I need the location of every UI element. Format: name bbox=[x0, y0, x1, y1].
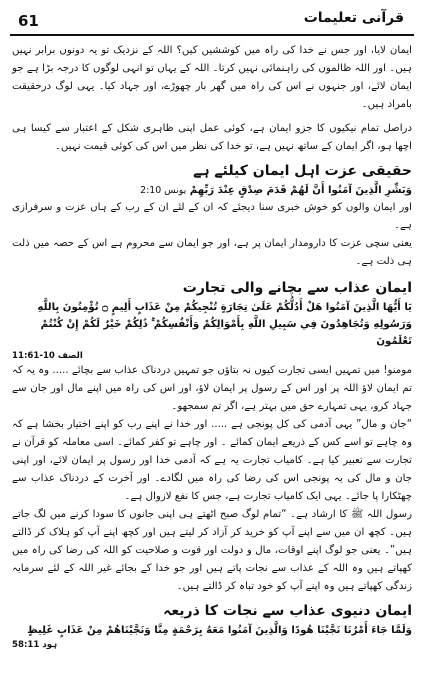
page-number: 61 bbox=[18, 12, 39, 30]
page-body bbox=[12, 40, 412, 651]
section-heading-honor: حقیقی عزت اہل ایمان کیلئے ہے bbox=[193, 163, 412, 179]
trade-paragraph-1: مومنو! میں تمہیں ایسی تجارت کیوں نہ بتاؤں جو تمہیں دردناک عذاب سے بچائے ..... وہ یہ کہ تم ایمان لاؤ اللہ پر اور اس کے رسول پر ایمان لاؤ، اور اس کی راہ میں اپنے مال اور جان سے جہاد کرو، یہی تمہارے حق میں بہتر ہے، اگر تم سمجھو۔ bbox=[12, 365, 412, 412]
trade-paragraph-2: “جان و مال” یہی آدمی کی کل پونجی ہے ..... اور خدا نے اپنے رب کو اپنے اختیار بخشا ہے کہ وہ چاہے تو اسے کس کے ذریعے ایمان کمائے ۔ اور چاہے تو کفر کمائے۔ اسی معاملہ کو قرآن نے تجارت سے تعبیر کیا ہے۔ کامیاب تجارت یہ ہے کہ آدمی خدا اور رسول پر ایمان لائے، اور اپنی جان و مال کی یہ پونجی اس کی رضا کی راہ میں لگادے۔ اور آخرت کے دردناک عذاب سے چھٹکارا پا جائے۔ یہی ایک کامیاب تجارت ہے، جس کا نفع لازوال ہے۔ bbox=[12, 419, 412, 502]
verse-text: وَبَشِّرِ الَّذِينَ آمَنُوا أَنَّ لَهُمْ قَدَمَ صِدْقٍ عِنْدَ رَبِّهِمْ bbox=[189, 185, 412, 196]
intro-paragraph-1: ایمان لایا، اور جس نے خدا کی راہ میں کوششیں کیں؟ اللہ کے نزدیک تو یہ دونوں برابر نہیں ہیں۔ اور اللہ ظالموں کی راہنمائی نہیں کرتا۔ اللہ کے یہاں تو انہی لوگوں کا درجہ بڑا ہے جو ایمان لائے، اور جنہوں نے اس کی راہ میں گھر بار چھوڑے، اور جہاد کیا۔ یہی لوگ درحقیقت بامراد ہیں۔ bbox=[12, 45, 412, 110]
verse-reference-hud: ہود 58:11 bbox=[12, 640, 58, 650]
intro-paragraph-2: دراصل تمام نیکیوں کا جزو ایمان ہے، کوئی عمل اپنی ظاہری شکل کے اعتبار سے کیسا ہی اچھا ہو، اگر ایمان کے ساتھ نہیں ہے، تو خدا کی نظر میں اس کی کوئی قیمت نہیں۔ bbox=[12, 123, 412, 152]
trade-paragraph-3: رسول اللہ ﷺ کا ارشاد ہے۔ “تمام لوگ صبح اٹھتے ہی اپنی جانوں کا سودا کرنے میں لگ جاتے ہیں۔ کچھ ان میں سے اپنے آپ کو خرید کر آزاد کر لیتے ہیں اور کچھ اپنے آپ کو ہلاک کر ڈالتے ہیں”۔ یعنی جو لوگ اپنے اوقات، مال و دولت اور قوت و صلاحیت کو اللہ کی رضا کی راہ میں کھپاتے ہیں وہ اللہ کے عذاب سے نجات پاتے ہیں اور جو خدا کے بجائے غیر اللہ کے لئے سرمایہ زندگی کھپاتے ہیں وہ اپنے آپ کو خود تباہ کر ڈالتے ہیں۔ bbox=[12, 509, 412, 592]
quran-verse-saff: يَا أَيُّهَا الَّذِينَ آمَنُوا هَلْ أَدُلُّكُمْ عَلَىٰ تِجَارَةٍ تُنْجِيكُمْ مِنْ عَذَابٍ أَلِيمٍ ۝ تُؤْمِنُونَ بِاللَّهِ وَرَسُولِهِ وَتُجَاهِدُونَ فِي سَبِيلِ اللَّهِ بِأَمْوَالِكُمْ وَأَنْفُسِكُمْ ۚ ذَٰلِكُمْ خَيْرٌ لَكُمْ إِنْ كُنْتُمْ تَعْلَمُونَ bbox=[37, 302, 412, 347]
commentary-paragraph: یعنی سچی عزت کا دارومدار ایمان پر ہے، اور جو ایمان سے محروم ہے اس کے حصہ میں ذلت ہی ذلت ہے۔ bbox=[12, 238, 412, 267]
header-divider bbox=[10, 34, 414, 36]
verse-reference-saff: الصف 10-11:61 bbox=[12, 351, 83, 361]
quran-verse-yunus bbox=[12, 182, 412, 199]
quran-verse-hud: وَلَمَّا جَاءَ أَمْرُنَا نَجَّيْنَا هُودًا وَالَّذِينَ آمَنُوا مَعَهُ بِرَحْمَةٍ مِنَّا وَنَجَّيْنَاهُمْ مِنْ عَذَابٍ غَلِيظٍ bbox=[27, 625, 412, 636]
verse-translation: اور ایمان والوں کو خوش خبری سنا دیجئے کہ ان کے لئے ان کے رب کے ہاں عزت و سرفرازی ہے۔ bbox=[12, 202, 412, 231]
running-title: قرآنی تعلیمات bbox=[303, 10, 404, 26]
section-heading-salvation: ایمان دنیوی عذاب سے نجات کا ذریعہ bbox=[163, 603, 412, 619]
verse-reference: یونس 2:10 bbox=[140, 185, 187, 196]
section-heading-trade: ایمان عذاب سے بچانے والی تجارت bbox=[182, 280, 412, 296]
page-header bbox=[10, 8, 414, 34]
